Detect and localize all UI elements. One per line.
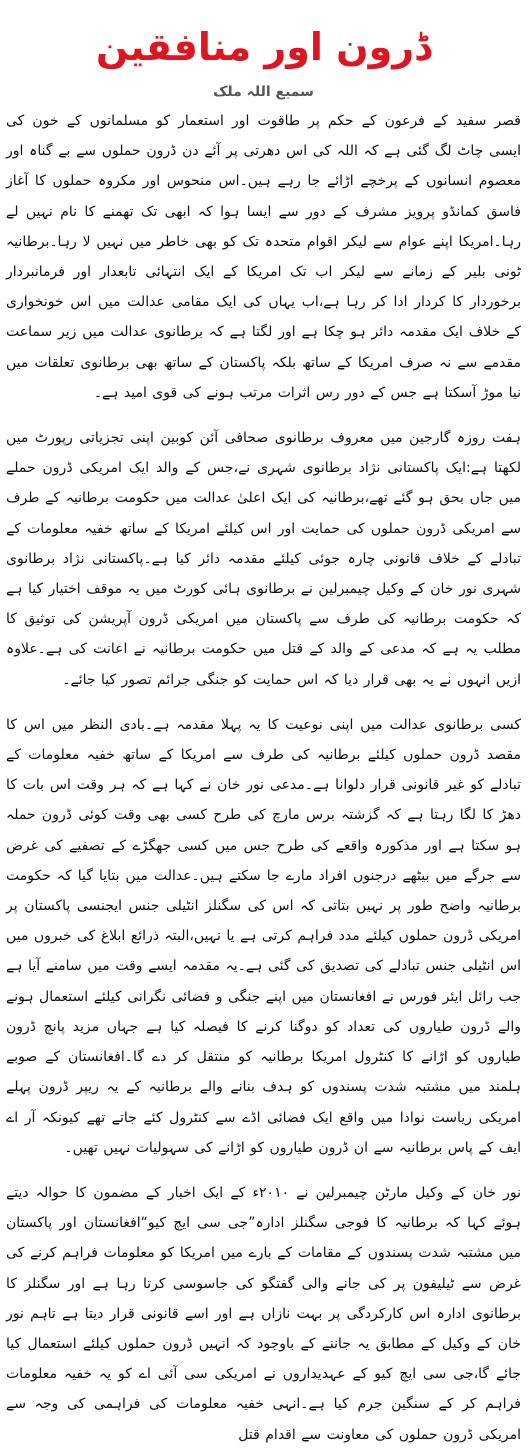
article-paragraph: قصر سفید کے فرعون کے حکم پر طاقوت اور استعمار کو مسلمانوں کے خون کی ایسی چاٹ لگ گئی ہے کہ اللہ کی اس دھرتی پر آئے دن ڈرون حملوں سے بے گناہ اور معصوم انسانوں کے پرخچے اڑائے جا رہے ہیں۔اس منحوس اور مکروہ حملوں کا آغاز فاسق کمانڈو پرویز مشرف کے دور سے ایسا ہوا کہ ابھی تک تھمنے کا نام نہیں لے رہا۔امریکا اپنے عوام سے لیکر اقوام متحدہ تک کو بھی خاطر میں نہیں لا رہا۔برطانیہ ٹونی بلیر کے زمانے سے لیکر اب تک امریکا کے ایک انتہائی تابعدار اور فرمانبردار برخوردار کا کردار ادا کر رہا ہے،اب یہاں کی ایک مقامی عدالت میں اس خونخواری کے خلاف ایک مقدمہ دائر ہو چکا ہے اور لگتا ہے کہ برطانوی عدالت میں زیر سماعت مقدمے سے نہ صرف امریکا کے ساتھ بلکہ پاکستان کے ساتھ بھی برطانوی تعلقات میں نیا موڑ آسکتا ہے جس کے دور رس اثرات مرتب ہونے کی قوی امید ہے۔ xyxy=(6,113,521,401)
article-body xyxy=(6,106,521,1450)
article-paragraph: کسی برطانوی عدالت میں اپنی نوعیت کا یہ پہلا مقدمہ ہے۔بادی النظر میں اس کا مقصد ڈرون حملوں کیلئے برطانیہ کی طرف سے امریکا کے ساتھ خفیہ معلومات کے تبادلے کو غیر قانونی قرار دلوانا ہے۔مدعی نور خان نے کہا ہے کہ ہر وقت اس بات کا دھڑ کا لگا رہتا ہے کہ گزشتہ برس مارچ کی طرح کسی بھی وقت کوئی ڈرون حملہ ہو سکتا ہے اور مذکورہ واقعے کی طرح جس میں کسی جھگڑے کے تصفیے کی غرض سے جرگے میں بیٹھے درجنوں افراد مارے جا سکتے ہیں۔عدالت میں بتایا گیا کہ حکومت برطانیہ واضح طور پر نہیں بتاتی کہ اس کی سگنلز انٹیلی جنس ایجنسی پاکستان پر امریکی ڈرون حملوں کیلئے مدد فراہم کرتی ہے یا نہیں،البتہ ذرائع ابلاغ کی خبروں میں اس انٹیلی جنس تبادلے کی تصدیق کی گئی ہے۔یہ مقدمہ ایسے وقت میں سامنے آیا ہے جب رائل ایئر فورس نے افغانستان میں اپنے جنگی و فضائی نگرانی کیلئے استعمال ہونے والے ڈرون طیاروں کی تعداد کو دوگنا کرنے کا فیصلہ کیا ہے جہاں مزید پانچ ڈرون طیاروں کو اڑانے کا کنٹرول امریکا برطانیہ کو منتقل کر دے گا۔افغانستان کے صوبے ہلمند میں مشتبہ شدت پسندوں کو ہدف بنانے والے برطانیہ کے یہ ریپر ڈرون پہلے امریکی ریاست نوادا میں واقع ایک فضائی اڈے سے کنٹرول کئے جاتے تھے کیونکہ آر اے ایف کے پاس برطانیہ سے ان ڈرون طیاروں کو اڑانے کی سہولیات نہیں تھیں۔ xyxy=(6,716,521,1156)
article-page xyxy=(0,16,529,1443)
article-paragraph: ہفت روزہ گارجین میں معروف برطانوی صحافی آئن کوبین اپنی تجزیاتی رپورٹ میں لکھتا ہے:ایک پاکستانی نژاد برطانوی شہری نے،جس کے والد ایک امریکی ڈرون حملے میں جاں بحق ہو گئے تھے،برطانیہ کی ایک اعلیٰ عدالت میں حکومت برطانیہ کے طرف سے امریکی ڈرون حملوں کی حمایت اور اس کیلئے امریکا کے ساتھ خفیہ معلومات کے تبادلے کے خلاف قانونی چارہ جوئی کیلئے مقدمہ دائر کیا ہے۔پاکستانی نژاد برطانوی شہری نور خان کے وکیل چیمبرلین نے برطانوی ہائی کورٹ میں یہ موقف اختیار کیا ہے کہ حکومت برطانیہ کی طرف سے پاکستان میں امریکی ڈرون آپریشن کی توثیق کا مطلب یہ ہے کہ مدعی کے والد کے قتل میں حکومت برطانیہ نے اعانت کی ہے۔علاوہ ازیں انہوں نے یہ بھی قرار دیا کہ اس حمایت کو جنگی جرائم تصور کیا جائے۔ xyxy=(6,430,521,688)
article-title: ڈرون اور منافقین xyxy=(95,25,432,69)
author-byline: سمیع اللہ ملک xyxy=(213,84,314,100)
article-paragraph: نور خان کے وکیل مارٹن چیمبرلین نے ۲۰۱۰ء کے ایک اخبار کے مضمون کا حوالہ دیتے ہوئے کہا کہ برطانیہ کا فوجی سگنلز ادارہ”جی سی ایچ کیو“افغانستان اور پاکستان میں مشتبہ شدت پسندوں کے مقامات کے بارے میں امریکا کو معلومات فراہم کرنے کی غرض سے ٹیلیفون پر کی جانے والی گفتگو کی جاسوسی کرتا رہا ہے اور سگنلز کا برطانوی ادارہ اس کارکردگی پر بہت نازاں ہے اور اسے قانونی قرار دیتا ہے تاہم نور خان کے وکیل کے مطابق یہ جاننے کے باوجود کہ انہیں ڈرون حملوں کیلئے استعمال کیا جائے گا،جی سی ایچ کیو کے عہدیداروں نے امریکی سی آئی اے کو یہ خفیہ معلومات فراہم کر کے سنگین جرم کیا ہے۔انہی خفیہ معلومات کی فراہمی کی وجہ سے امریکی ڈرون حملوں کی معاونت سے اقدام قتل xyxy=(6,1184,521,1443)
